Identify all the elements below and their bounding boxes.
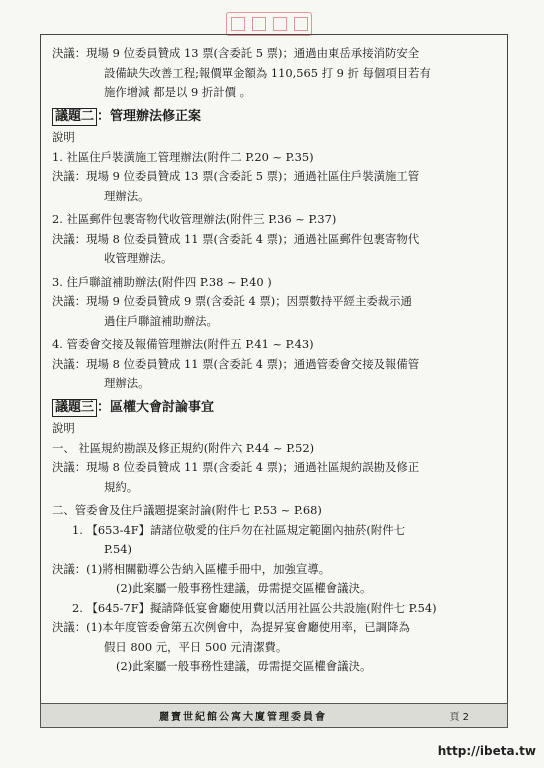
- agenda-heading-3: [52, 398, 498, 418]
- resolution-line: 決議：現場 9 位委員贊成 13 票(含委託 5 票)；通過由東岳承接消防安全: [52, 46, 420, 60]
- agenda-heading-2: [52, 107, 498, 127]
- resolution-line: 決議：現場 8 位委員贊成 11 票(含委託 4 票)；通過社區規約誤勘及修正: [52, 460, 420, 474]
- received-stamp: [226, 12, 312, 36]
- page-number: 頁 2: [449, 712, 469, 723]
- resolution-line: 收管理辦法。: [104, 251, 173, 265]
- resolution-line: 規約。: [104, 479, 139, 494]
- resolution-line: 理辦法。: [104, 376, 150, 390]
- resolution-line: 假日 800 元，平日 500 元清潔費。: [104, 639, 288, 654]
- resolution-line: 決議：現場 9 位委員贊成 13 票(含委託 5 票)；通過社區住戶裝潢施工管: [52, 169, 420, 183]
- section-label: 說明: [52, 421, 75, 435]
- resolution-line: 決議：現場 9 位委員贊成 9 票(含委託 4 票)；因票數持平經主委裁示通: [52, 294, 412, 308]
- resolution-line: 決議：現場 8 位委員贊成 11 票(含委託 4 票)；通過管委會交接及報備管: [52, 356, 420, 371]
- resolution-line: 決議：(1)本年度管委會第五次例會中，為提昇宴會廳使用率，已調降為: [52, 620, 410, 634]
- resolution-line: 設備缺失改善工程;報價單金額為 110,565 打 9 折 每個項目若有: [104, 65, 431, 80]
- resolution-line: 決議：現場 8 位委員贊成 11 票(含委託 4 票)；通過社區郵件包裹寄物代: [52, 231, 420, 246]
- source-watermark: http://ibeta.tw: [437, 744, 536, 758]
- proposal-line: 2. 【645-7F】擬請降低宴會廳使用費以活用社區公共設施(附件七 P.54): [72, 600, 437, 615]
- proposal-line: 1. 【653-4F】請諸位敬愛的住戶勿在社區規定範圍內抽菸(附件七: [72, 522, 406, 537]
- agenda-tag: 議題二: [52, 108, 97, 126]
- section-label: 說明: [52, 130, 75, 144]
- resolution-line: (2)此案屬一般事務性建議，毋需提交區權會議決。: [116, 659, 372, 673]
- proposal-line: P.54): [104, 542, 132, 556]
- resolution-line: 過住戶聯誼補助辦法。: [104, 313, 218, 328]
- footer-organization: 麗寶世紀館公寓大廈管理委員會: [159, 712, 327, 723]
- item-line: 4. 管委會交接及報備管理辦法(附件五 P.41 ~ P.43): [52, 337, 314, 351]
- minutes-body: [52, 44, 498, 677]
- item-line: 3. 住戶聯誼補助辦法(附件四 P.38 ~ P.40 ): [52, 274, 272, 289]
- agenda-tag: 議題三: [52, 399, 97, 417]
- resolution-line: 決議：(1)將相關勸導公告納入區權手冊中，加強宣導。: [52, 561, 331, 576]
- item-line: 二、管委會及住戶議題提案討論(附件七 P.53 ~ P.68): [52, 503, 322, 517]
- item-line: 2. 社區郵件包裹寄物代收管理辦法(附件三 P.36 ~ P.37): [52, 212, 337, 226]
- resolution-line: 施作增減 都是以 9 折計價 。: [104, 85, 252, 99]
- agenda-title: ：管理辦法修正案: [97, 108, 202, 124]
- page-footer: [40, 703, 508, 728]
- resolution-line: (2)此案屬一般事務性建議，毋需提交區權會議決。: [116, 581, 372, 595]
- resolution-line: 理辦法。: [104, 188, 150, 203]
- agenda-title: ：區權大會討論事宜: [97, 399, 215, 415]
- item-line: 一、 社區規約勘誤及修正規約(附件六 P.44 ~ P.52): [52, 440, 315, 455]
- item-line: 1. 社區住戶裝潢施工管理辦法(附件二 P.20 ~ P.35): [52, 149, 314, 164]
